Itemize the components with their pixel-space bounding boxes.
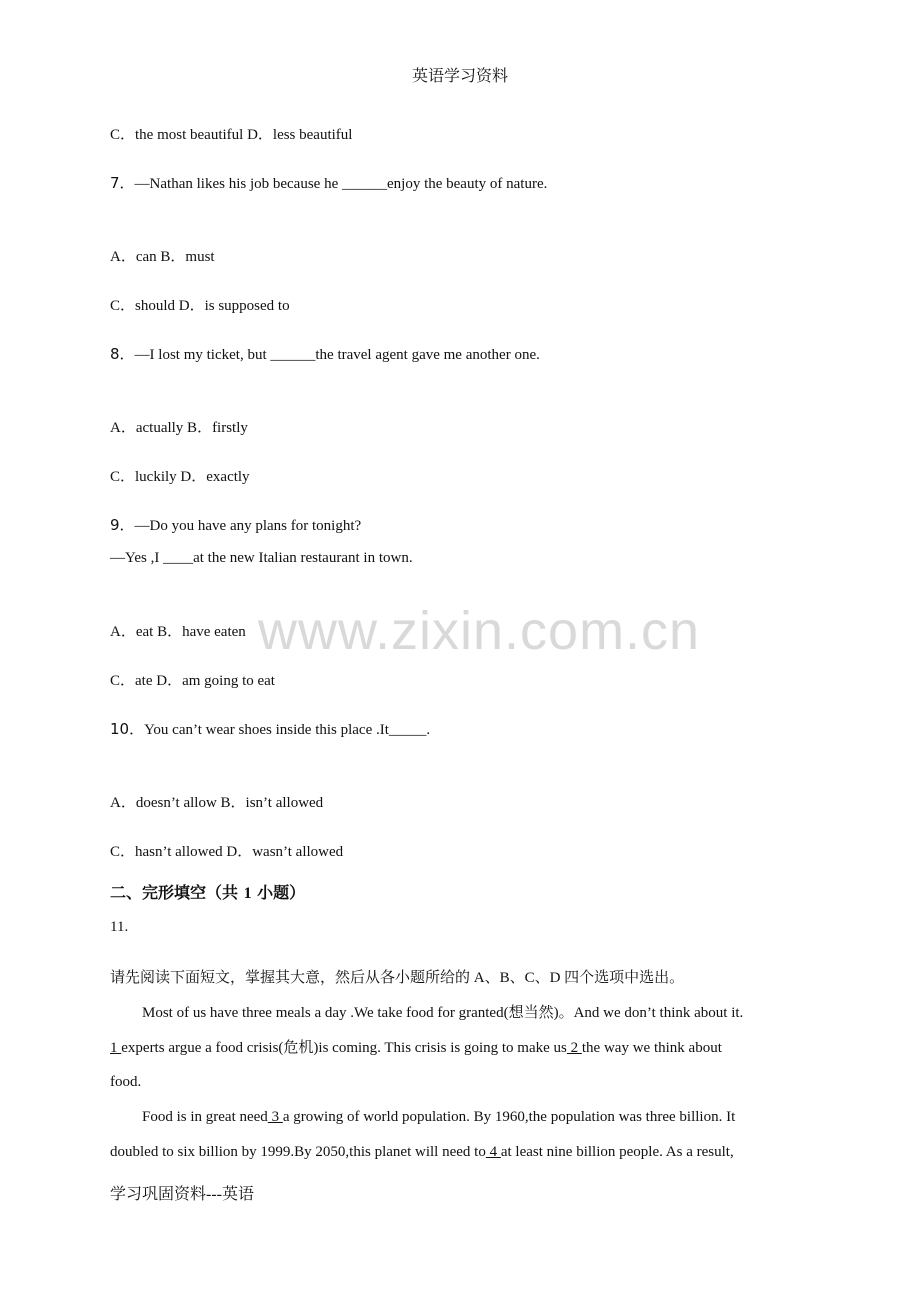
- passage-text: the way we think about: [581, 1040, 722, 1056]
- section-title-suffix: 小题）: [251, 883, 306, 902]
- passage-line-3: food.: [110, 1074, 142, 1090]
- question-number: 10．: [110, 720, 145, 738]
- passage-line-1: Most of us have three meals a day .We take food for granted(想当然)。And we don’t think about it.: [142, 1005, 744, 1021]
- passage-text: at least nine billion people. As a result,: [500, 1144, 734, 1160]
- question-stem: —I lost my ticket, but ______the travel agent gave me another one.: [134, 347, 540, 363]
- q7-options-cd: C．should D．is supposed to: [110, 298, 290, 314]
- question-11-number: 11.: [110, 919, 129, 935]
- passage-text: Food is in great need: [142, 1109, 268, 1125]
- q9-options-cd: C．ate D．am going to eat: [110, 673, 275, 689]
- q10-options-ab: A．doesn’t allow B．isn’t allowed: [110, 795, 324, 811]
- question-7: [110, 173, 547, 194]
- question-8: [110, 344, 540, 365]
- q7-options-ab: A．can B．must: [110, 249, 215, 265]
- question-number: 9．: [110, 516, 135, 534]
- q9-stem-line2: —Yes ,I ____at the new Italian restaurant in town.: [110, 550, 413, 566]
- cloze-instruction: 请先阅读下面短文，掌握其大意，然后从各小题所给的 A、B、C、D 四个选项中选出。: [110, 970, 685, 986]
- question-number: 8．: [110, 345, 135, 363]
- question-stem: —Do you have any plans for tonight?: [134, 518, 362, 534]
- section-title-count: 1: [243, 885, 252, 902]
- q10-options-cd: C．hasn’t allowed D．wasn’t allowed: [110, 844, 344, 860]
- watermark: www.zixin.com.cn: [258, 601, 701, 661]
- passage-line-4: [142, 1107, 735, 1127]
- blank-1: 1: [110, 1040, 122, 1056]
- passage-text: a growing of world population. By 1960,the population was three billion. It: [282, 1109, 736, 1125]
- page-header: 英语学习资料: [411, 68, 508, 85]
- section-title-prefix: 二、完形填空（共: [110, 883, 244, 902]
- page-footer: 学习巩固资料---英语: [110, 1186, 254, 1203]
- blank-3: 3: [267, 1109, 283, 1125]
- q9-options-ab: A．eat B．have eaten: [110, 624, 246, 640]
- passage-text: experts argue a food crisis(危机)is coming. This crisis is going to make us: [121, 1040, 567, 1056]
- blank-2: 2: [566, 1040, 582, 1056]
- section-2-heading: [110, 883, 305, 904]
- question-stem: You can’t wear shoes inside this place .It_____.: [144, 722, 431, 738]
- q8-options-ab: A．actually B．firstly: [110, 420, 248, 436]
- question-10: [110, 719, 430, 740]
- q8-options-cd: C．luckily D．exactly: [110, 469, 250, 485]
- passage-line-2: [110, 1038, 722, 1058]
- passage-line-5: [110, 1142, 734, 1162]
- passage-text: doubled to six billion by 1999.By 2050,this planet will need to: [110, 1144, 486, 1160]
- question-number: 7．: [110, 174, 135, 192]
- question-9: [110, 515, 361, 536]
- q6-options-cd: C．the most beautiful D．less beautiful: [110, 127, 353, 143]
- blank-4: 4: [485, 1144, 501, 1160]
- question-stem: —Nathan likes his job because he ______enjoy the beauty of nature.: [134, 176, 548, 192]
